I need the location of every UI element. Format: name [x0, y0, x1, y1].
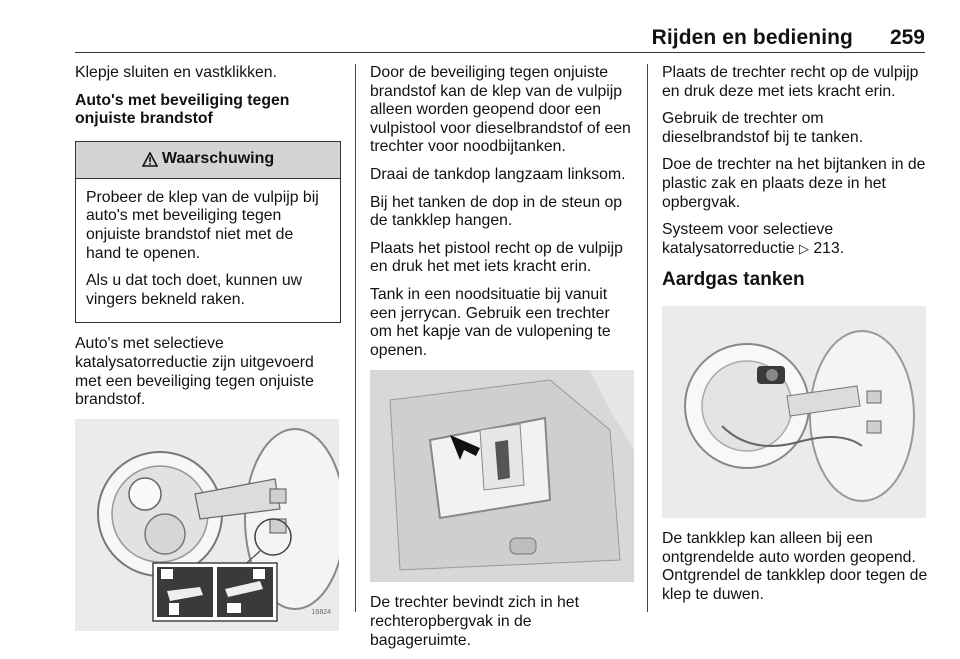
column-1	[75, 64, 341, 631]
body-paragraph	[662, 221, 928, 259]
page-reference[interactable]: 213.	[813, 239, 845, 257]
subheading: Auto's met beveiliging tegen onjuiste brandstof	[75, 91, 290, 128]
warning-paragraph: Probeer de klep van de vulpijp bij auto's met beveiliging tegen onjuiste brandstof niet met de hand te openen.	[86, 188, 319, 262]
warning-box	[75, 141, 341, 324]
warning-body	[76, 179, 340, 323]
body-paragraph: Plaats de trechter recht op de vulpijp en druk deze met iets kracht erin.	[662, 64, 919, 100]
page-header	[75, 26, 925, 53]
page-number: 259	[889, 26, 925, 49]
body-paragraph: De tankklep kan alleen bij een ontgrendelde auto worden geopend. Ontgrendel de tankklep door tegen de klep te duwen.	[662, 529, 928, 603]
warning-header	[76, 142, 340, 179]
body-paragraph: Gebruik de trechter om dieselbrandstof bij te tanken.	[662, 110, 864, 146]
chapter-title: Rijden en bediening	[651, 26, 853, 49]
intro-paragraph: Klepje sluiten en vastklikken.	[75, 64, 277, 81]
column-divider	[355, 64, 356, 612]
fuel-flap-illustration	[75, 419, 339, 631]
body-paragraph: Plaats het pistool recht op de vulpijp en druk het met iets kracht erin.	[370, 239, 623, 276]
body-paragraph: Doe de trechter na het bijtanken in de plastic zak en plaats deze in het opbergvak.	[662, 156, 926, 211]
warning-title: Waarschuwing	[161, 150, 275, 168]
figure-code: 16824	[311, 609, 331, 617]
column-divider	[647, 64, 648, 612]
luggage-compartment-illustration	[370, 370, 634, 582]
cross-reference-text: Systeem voor selectieve katalysatorreductie	[662, 221, 834, 257]
body-paragraph: Tank in een noodsituatie bij vanuit een jerrycan. Gebruik een trechter om het kapje van de vulopening te openen.	[370, 285, 611, 359]
body-paragraph: Draai de tankdop langzaam linksom.	[370, 165, 626, 183]
section-heading: Aardgas tanken	[662, 269, 805, 291]
body-paragraph: Bij het tanken de dop in de steun op de tankklep hangen.	[370, 193, 623, 230]
page-reference-arrow-icon: ▷	[798, 241, 809, 257]
natural-gas-flap-illustration	[662, 306, 926, 518]
body-paragraph: Auto's met selectieve katalysatorreductie zijn uitgevoerd met een beveiliging tegen onjuiste brandstof.	[75, 335, 314, 409]
body-paragraph: De trechter bevindt zich in het rechteropbergvak in de bagageruimte.	[370, 594, 579, 649]
warning-paragraph: Als u dat toch doet, kunnen uw vingers bekneld raken.	[86, 272, 303, 308]
warning-triangle-icon	[142, 152, 158, 167]
body-paragraph: Door de beveiliging tegen onjuiste brandstof kan de klep van de vulpijp alleen worden geopend door een vulpistool voor dieselbrandstof of een trechter voor noodbijtanken.	[370, 64, 631, 156]
column-2	[370, 64, 634, 659]
column-3	[662, 64, 928, 613]
